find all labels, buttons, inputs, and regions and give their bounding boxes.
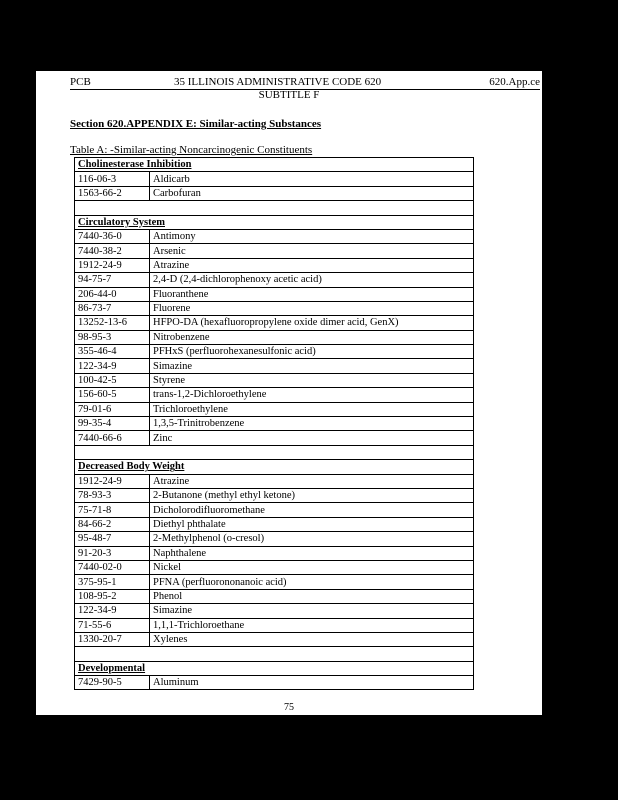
table-row xyxy=(75,632,474,646)
substance-name: PFNA (perfluorononanoic acid) xyxy=(150,575,474,589)
cas-number: 7440-02-0 xyxy=(75,560,150,574)
cas-number: 84-66-2 xyxy=(75,517,150,531)
cas-number: 75-71-8 xyxy=(75,503,150,517)
cas-number: 1912-24-9 xyxy=(75,474,150,488)
table-row xyxy=(75,532,474,546)
cas-number: 1563-66-2 xyxy=(75,186,150,200)
table-row xyxy=(75,618,474,632)
substance-name: Aluminum xyxy=(150,676,474,690)
cas-number: 375-95-1 xyxy=(75,575,150,589)
substance-name: Dicholorodifluoromethane xyxy=(150,503,474,517)
substance-name: 1,1,1-Trichloroethane xyxy=(150,618,474,632)
group-header-row xyxy=(75,661,474,675)
cas-number: 7440-36-0 xyxy=(75,229,150,243)
cas-number: 13252-13-6 xyxy=(75,316,150,330)
group-header-row xyxy=(75,158,474,172)
substance-name: Arsenic xyxy=(150,244,474,258)
cas-number: 100-42-5 xyxy=(75,373,150,387)
group-spacer-row xyxy=(75,445,474,459)
substance-name: Fluorene xyxy=(150,301,474,315)
table-row xyxy=(75,474,474,488)
substances-table xyxy=(74,157,474,690)
section-title: Section 620.APPENDIX E: Similar-acting Substances xyxy=(70,118,322,130)
cas-number: 7440-38-2 xyxy=(75,244,150,258)
cas-number: 71-55-6 xyxy=(75,618,150,632)
substance-name: Zinc xyxy=(150,431,474,445)
table-row xyxy=(75,258,474,272)
cas-number: 122-34-9 xyxy=(75,359,150,373)
cas-number: 7429-90-5 xyxy=(75,676,150,690)
table-row xyxy=(75,287,474,301)
table-row xyxy=(75,359,474,373)
substance-name: Antimony xyxy=(150,229,474,243)
substance-name: Styrene xyxy=(150,373,474,387)
header-left: PCB xyxy=(70,76,91,88)
cas-number: 79-01-6 xyxy=(75,402,150,416)
substance-name: HFPO-DA (hexafluoropropylene oxide dimer acid, GenX) xyxy=(150,316,474,330)
group-spacer-row xyxy=(75,647,474,661)
spacer-cell xyxy=(75,445,474,459)
substance-name: trans-1,2-Dichloroethylene xyxy=(150,388,474,402)
table-row xyxy=(75,316,474,330)
table-row xyxy=(75,273,474,287)
substance-name: Nitrobenzene xyxy=(150,330,474,344)
table-row xyxy=(75,503,474,517)
table-row xyxy=(75,431,474,445)
header-center: 35 ILLINOIS ADMINISTRATIVE CODE 620 xyxy=(174,76,382,88)
table-row xyxy=(75,604,474,618)
header-right: 620.App.ce xyxy=(489,76,540,88)
spacer-cell xyxy=(75,201,474,215)
substance-name: 2-Methylphenol (o-cresol) xyxy=(150,532,474,546)
substance-name: Diethyl phthalate xyxy=(150,517,474,531)
table-row xyxy=(75,330,474,344)
cas-number: 94-75-7 xyxy=(75,273,150,287)
cas-number: 98-95-3 xyxy=(75,330,150,344)
substance-name: Xylenes xyxy=(150,632,474,646)
subtitle: SUBTITLE F xyxy=(258,89,320,101)
table-row xyxy=(75,402,474,416)
table-row xyxy=(75,417,474,431)
group-name: Decreased Body Weight xyxy=(75,460,474,474)
table-row xyxy=(75,488,474,502)
group-name: Cholinesterase Inhibition xyxy=(75,158,474,172)
cas-number: 108-95-2 xyxy=(75,589,150,603)
cas-number: 86-73-7 xyxy=(75,301,150,315)
group-spacer-row xyxy=(75,201,474,215)
cas-number: 78-93-3 xyxy=(75,488,150,502)
group-header-row xyxy=(75,460,474,474)
table-row xyxy=(75,186,474,200)
page-number: 75 xyxy=(284,702,294,713)
substance-name: 2,4-D (2,4-dichlorophenoxy acetic acid) xyxy=(150,273,474,287)
table-row xyxy=(75,229,474,243)
table-row xyxy=(75,575,474,589)
cas-number: 99-35-4 xyxy=(75,417,150,431)
substance-name: Aldicarb xyxy=(150,172,474,186)
table-row xyxy=(75,517,474,531)
table-row xyxy=(75,345,474,359)
substance-name: PFHxS (perfluorohexanesulfonic acid) xyxy=(150,345,474,359)
table-row xyxy=(75,560,474,574)
substance-name: Simazine xyxy=(150,359,474,373)
cas-number: 91-20-3 xyxy=(75,546,150,560)
substance-name: Carbofuran xyxy=(150,186,474,200)
substance-name: 2-Butanone (methyl ethyl ketone) xyxy=(150,488,474,502)
document-page xyxy=(36,71,542,715)
group-name: Developmental xyxy=(75,661,474,675)
substance-name: Phenol xyxy=(150,589,474,603)
table-caption: Table A: -Similar-acting Noncarcinogenic Constituents xyxy=(70,144,313,156)
table-row xyxy=(75,244,474,258)
substance-name: Atrazine xyxy=(150,258,474,272)
cas-number: 206-44-0 xyxy=(75,287,150,301)
cas-number: 95-48-7 xyxy=(75,532,150,546)
table-row xyxy=(75,676,474,690)
substance-name: Naphthalene xyxy=(150,546,474,560)
table-row xyxy=(75,301,474,315)
substance-name: Nickel xyxy=(150,560,474,574)
cas-number: 122-34-9 xyxy=(75,604,150,618)
cas-number: 116-06-3 xyxy=(75,172,150,186)
table-row xyxy=(75,373,474,387)
substance-name: Atrazine xyxy=(150,474,474,488)
group-name: Circulatory System xyxy=(75,215,474,229)
substance-name: Simazine xyxy=(150,604,474,618)
table-row xyxy=(75,546,474,560)
cas-number: 7440-66-6 xyxy=(75,431,150,445)
substance-name: 1,3,5-Trinitrobenzene xyxy=(150,417,474,431)
spacer-cell xyxy=(75,647,474,661)
cas-number: 156-60-5 xyxy=(75,388,150,402)
table-row xyxy=(75,388,474,402)
table-row xyxy=(75,172,474,186)
cas-number: 1912-24-9 xyxy=(75,258,150,272)
cas-number: 1330-20-7 xyxy=(75,632,150,646)
table-row xyxy=(75,589,474,603)
substance-name: Trichloroethylene xyxy=(150,402,474,416)
group-header-row xyxy=(75,215,474,229)
substance-name: Fluoranthene xyxy=(150,287,474,301)
cas-number: 355-46-4 xyxy=(75,345,150,359)
